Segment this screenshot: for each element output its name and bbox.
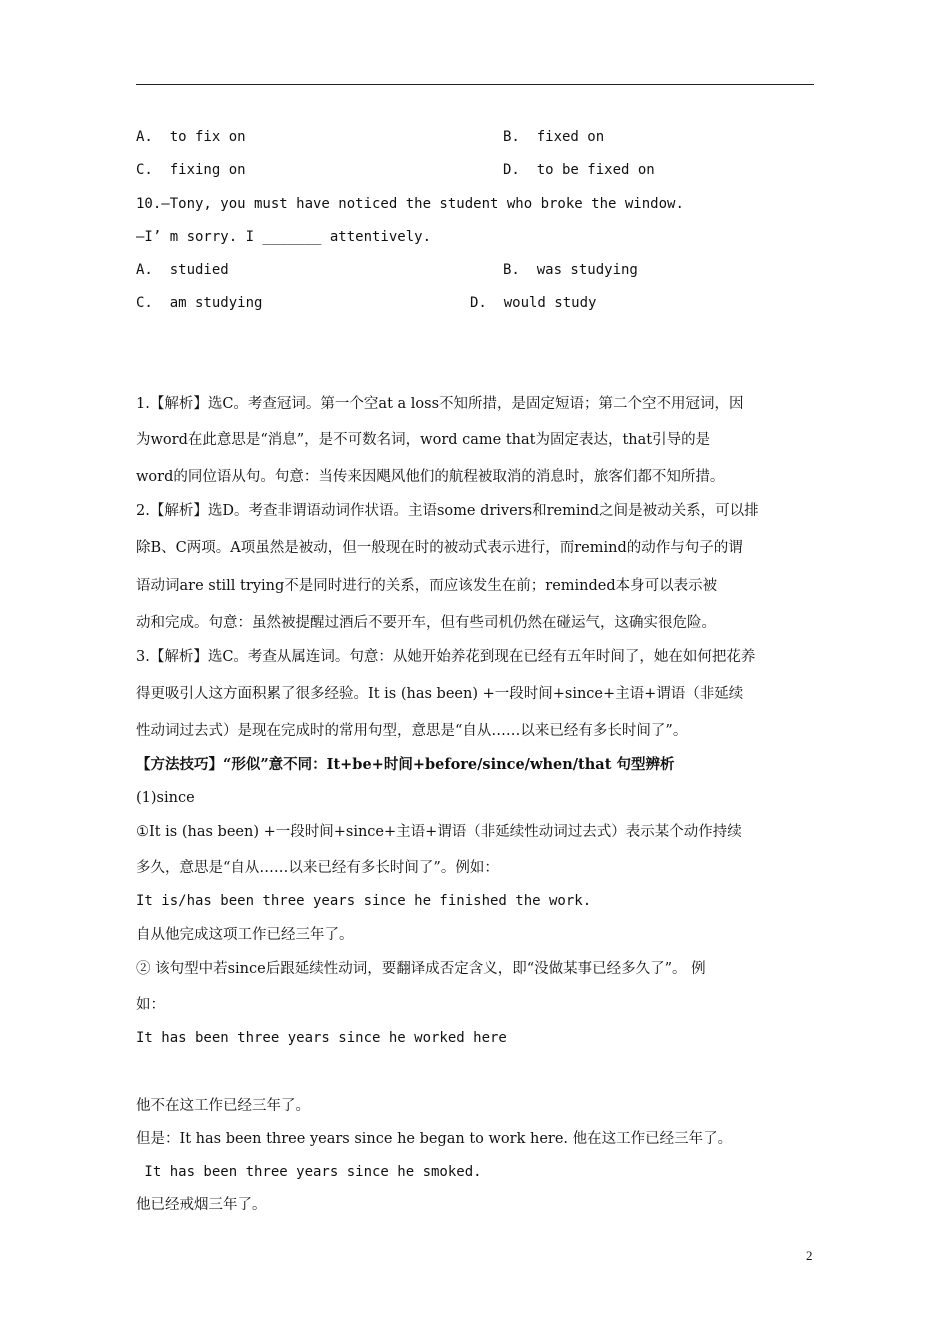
method-paragraph-2: 如： bbox=[136, 997, 165, 1013]
q10-option-c: C. am studying bbox=[136, 295, 263, 311]
method-subheading: (1)since bbox=[136, 790, 195, 806]
q9-option-c: C. fixing on bbox=[136, 162, 246, 178]
method-paragraph-2: ② 该句型中若since后跟延续性动词，要翻译成否定含义，即“没做某事已经多久了”。 例 bbox=[136, 961, 706, 977]
example-2-english: It has been three years since he worked here bbox=[136, 1030, 507, 1046]
example-1-chinese: 自从他完成这项工作已经三年了。 bbox=[136, 927, 354, 943]
header-rule bbox=[136, 84, 814, 85]
answer-2-line: 动和完成。句意：虽然被提醒过酒后不要开车，但有些司机仍然在碰运气，这确实很危险。 bbox=[136, 615, 716, 631]
example-3: 但是：It has been three years since he began to work here. 他在这工作已经三年了。 bbox=[136, 1131, 733, 1147]
method-heading: 【方法技巧】“形似”意不同：It+be+时间+before/since/when/that 句型辨析 bbox=[136, 756, 675, 773]
answer-1-line: word的同位语从句。句意：当传来因飓风他们的航程被取消的消息时，旅客们都不知所措。 bbox=[136, 469, 725, 485]
answer-3-line: 得更吸引人这方面积累了很多经验。It is (has been) +一段时间+since+主语+谓语（非延续 bbox=[136, 686, 744, 702]
example-4-chinese: 他已经戒烟三年了。 bbox=[136, 1197, 267, 1213]
answer-2-line: 2.【解析】选D。考查非谓语动词作状语。主语some drivers和remind之间是被动关系，可以排 bbox=[136, 503, 759, 519]
q10-stem: 10.—Tony, you must have noticed the student who broke the window. bbox=[136, 196, 684, 212]
q9-option-a: A. to fix on bbox=[136, 129, 246, 145]
answer-2-line: 除B、C两项。A项虽然是被动，但一般现在时的被动式表示进行，而remind的动作与句子的谓 bbox=[136, 540, 743, 556]
answer-2-line: 语动词are still trying不是同时进行的关系，而应该发生在前；reminded本身可以表示被 bbox=[136, 578, 718, 594]
q10-option-a: A. studied bbox=[136, 262, 229, 278]
q10-reply: —I’ m sorry. I _______ attentively. bbox=[136, 229, 432, 245]
answer-3-line: 性动词过去式）是现在完成时的常用句型，意思是“自从……以来已经有多长时间了”。 bbox=[136, 723, 688, 739]
q9-option-b: B. fixed on bbox=[503, 129, 605, 145]
example-4-english: It has been three years since he smoked. bbox=[136, 1164, 482, 1180]
method-paragraph-1: ①It is (has been) +一段时间+since+主语+谓语（非延续性动词过去式）表示某个动作持续 bbox=[136, 824, 742, 840]
q10-option-b: B. was studying bbox=[503, 262, 638, 278]
method-paragraph-1: 多久，意思是“自从……以来已经有多长时间了”。例如： bbox=[136, 860, 499, 876]
example-1-english: It is/has been three years since he finished the work. bbox=[136, 893, 592, 909]
answer-1-line: 1.【解析】选C。考查冠词。第一个空at a loss不知所措，是固定短语；第二个空不用冠词，因 bbox=[136, 396, 744, 412]
answer-1-line: 为word在此意思是“消息”，是不可数名词，word came that为固定表达，that引导的是 bbox=[136, 432, 711, 448]
q9-option-d: D. to be fixed on bbox=[503, 162, 655, 178]
page-number: 2 bbox=[806, 1248, 813, 1263]
example-2-chinese: 他不在这工作已经三年了。 bbox=[136, 1098, 310, 1114]
answer-3-line: 3.【解析】选C。考查从属连词。句意：从她开始养花到现在已经有五年时间了，她在如何把花养 bbox=[136, 649, 756, 665]
q10-option-d: D. would study bbox=[470, 295, 597, 311]
